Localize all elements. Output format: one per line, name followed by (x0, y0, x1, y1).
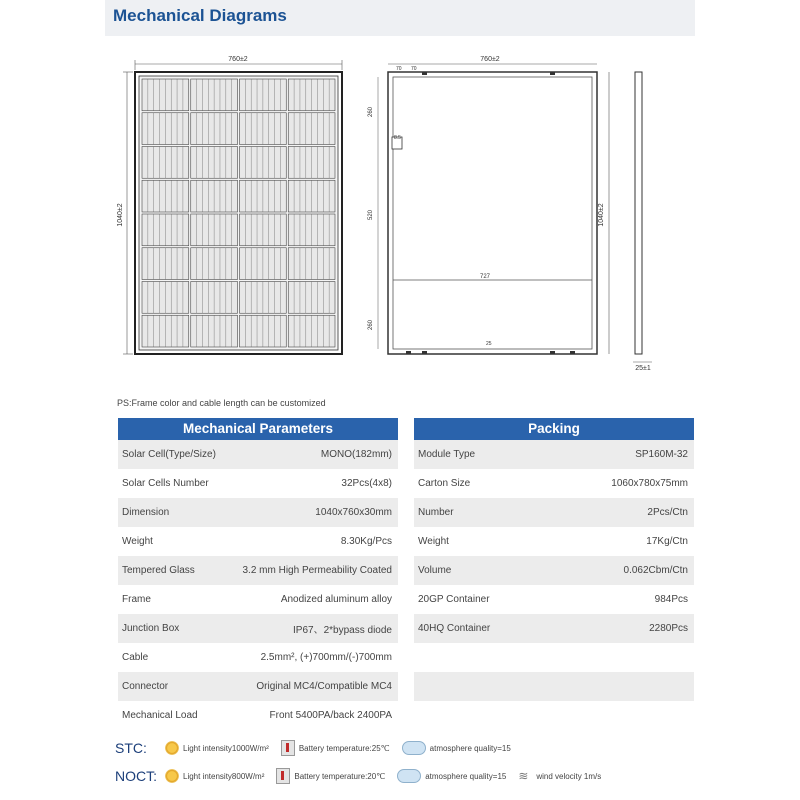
side-view-drawing (633, 72, 652, 372)
stc-light: Light intensity1000W/m² (183, 743, 269, 753)
svg-text:520: 520 (368, 209, 374, 221)
row-label: 40HQ Container (418, 623, 491, 634)
packing-row (414, 527, 694, 556)
row-value: 17Kg/Ctn (646, 536, 688, 547)
row-label: Number (418, 507, 454, 518)
row-label: 20GP Container (418, 594, 490, 605)
stc-conditions (115, 740, 523, 756)
mechanical-row (118, 469, 398, 498)
noct-temp: Battery temperature:20℃ (294, 771, 386, 781)
mechanical-row (118, 556, 398, 585)
mechanical-row (118, 672, 398, 701)
row-value: Anodized aluminum alloy (280, 594, 392, 605)
row-value: IP67、2*bypass diode (293, 625, 392, 636)
mechanical-row (118, 498, 398, 527)
wind-icon: ≋ (518, 769, 529, 783)
packing-row (414, 614, 694, 643)
row-label: Junction Box (122, 623, 180, 634)
row-value: 2Pcs/Ctn (647, 507, 688, 518)
svg-text:8.5: 8.5 (394, 135, 401, 141)
row-value: 984Pcs (654, 594, 688, 605)
noct-conditions (115, 768, 613, 784)
svg-text:260: 260 (368, 319, 374, 331)
row-label: Weight (418, 536, 449, 547)
mechanical-row (118, 440, 398, 469)
front-view-drawing (117, 56, 342, 354)
page-title: Mechanical Diagrams (113, 6, 287, 25)
front-width-dim: 760±2 (228, 56, 248, 63)
row-label: Dimension (122, 507, 170, 518)
row-label: Volume (418, 565, 452, 576)
row-value: Original MC4/Compatible MC4 (256, 681, 392, 692)
svg-text:260: 260 (368, 106, 374, 118)
row-value: 8.30Kg/Pcs (340, 536, 392, 547)
row-label: Solar Cells Number (122, 478, 209, 489)
front-height-dim: 1040±2 (117, 203, 124, 227)
packing-row (414, 643, 694, 672)
back-view-drawing (368, 56, 609, 354)
noct-label: NOCT: (115, 768, 157, 784)
stc-atmosphere: atmosphere quality=15 (429, 743, 511, 753)
mechanical-row (118, 527, 398, 556)
row-label: Cable (122, 652, 149, 663)
packing-row (414, 556, 694, 585)
back-width-dim: 760±2 (480, 56, 500, 63)
packing-title: Packing (414, 418, 694, 440)
row-value: MONO(182mm) (320, 449, 392, 460)
packing-table (414, 418, 694, 730)
row-label: Solar Cell(Type/Size) (122, 449, 216, 460)
header-bar (105, 0, 695, 36)
noct-light: Light intensity800W/m² (183, 771, 265, 781)
back-height-dim: 1040±2 (598, 203, 605, 227)
mechanical-drawings (0, 40, 800, 385)
mechanical-row (118, 643, 398, 672)
svg-text:70: 70 (411, 66, 417, 72)
noct-wind: wind velocity 1m/s (536, 771, 602, 781)
row-value: 32Pcs(4x8) (341, 478, 392, 489)
mechanical-parameters-title: Mechanical Parameters (118, 418, 398, 440)
row-value: SP160M-32 (635, 449, 688, 460)
mechanical-row (118, 614, 398, 643)
svg-text:727: 727 (479, 274, 491, 280)
mechanical-row (118, 701, 398, 730)
packing-row (414, 701, 694, 730)
svg-text:70: 70 (396, 66, 402, 72)
row-value: 2.5mm², (+)700mm/(-)700mm (260, 652, 392, 663)
thermometer-icon (276, 768, 290, 784)
thermometer-icon (281, 740, 295, 756)
row-value: 2280Pcs (649, 623, 688, 634)
row-label: Tempered Glass (122, 565, 195, 576)
packing-row (414, 672, 694, 701)
svg-text:25: 25 (486, 341, 492, 347)
cloud-icon (397, 769, 421, 783)
sun-icon (165, 769, 179, 783)
mechanical-row (118, 585, 398, 614)
row-label: Weight (122, 536, 153, 547)
stc-temp: Battery temperature:25℃ (298, 743, 390, 753)
row-value: Front 5400PA/back 2400PA (269, 710, 392, 721)
row-label: Frame (122, 594, 151, 605)
row-value: 0.062Cbm/Ctn (623, 565, 688, 576)
mechanical-parameters-table (118, 418, 398, 730)
row-label: Carton Size (418, 478, 471, 489)
packing-row (414, 440, 694, 469)
sun-icon (165, 741, 179, 755)
packing-row (414, 498, 694, 527)
row-value: 3.2 mm High Permeability Coated (242, 565, 392, 576)
noct-atmosphere: atmosphere quality=15 (425, 771, 507, 781)
packing-row (414, 469, 694, 498)
row-value: 1040x760x30mm (315, 507, 392, 518)
row-label: Connector (122, 681, 169, 692)
packing-row (414, 585, 694, 614)
row-label: Mechanical Load (122, 710, 198, 721)
row-label: Module Type (418, 449, 476, 460)
customization-note: PS:Frame color and cable length can be customized (117, 398, 326, 408)
stc-label: STC: (115, 740, 147, 756)
row-value: 1060x780x75mm (611, 478, 688, 489)
cloud-icon (402, 741, 426, 755)
side-thickness-dim: 25±1 (635, 365, 651, 372)
